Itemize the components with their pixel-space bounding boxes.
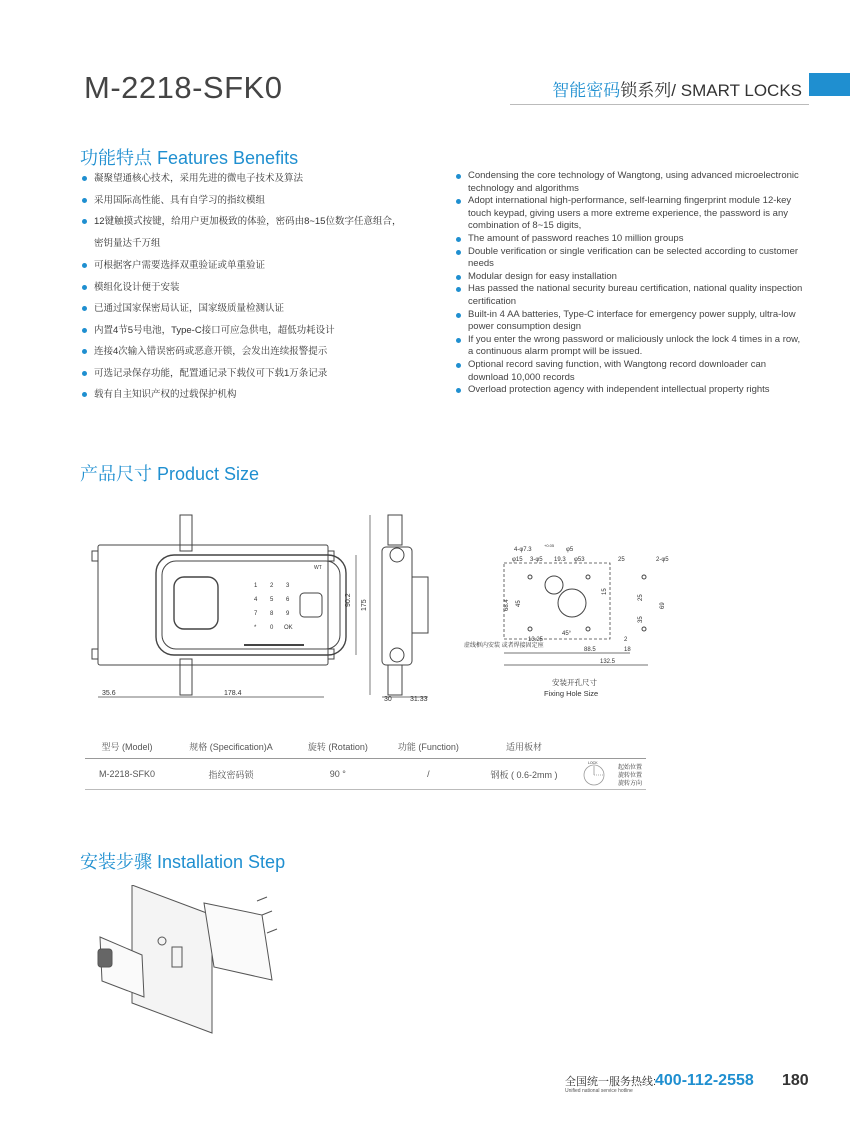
- keypad-key: 4: [254, 597, 258, 603]
- keypad-key: 2: [270, 583, 274, 589]
- hole-caption-cn: 安装开孔尺寸: [552, 678, 597, 687]
- dim-label: 45: [516, 600, 522, 607]
- keypad-key: 7: [254, 611, 258, 617]
- header-accent-block: [809, 73, 850, 96]
- dimension-labels: [102, 543, 669, 703]
- screw: [262, 911, 272, 915]
- side-bracket: [388, 665, 402, 695]
- list-item: Optional record saving function, with Wangtong record downloader can download 10,000 records: [456, 359, 806, 384]
- table-cell: 90 °: [293, 759, 383, 790]
- hole-small: [586, 627, 590, 631]
- hotline-phone: 400-112-2558: [655, 1072, 754, 1089]
- rotation-legend: [580, 760, 650, 790]
- table-cell: M-2218-SFK0: [85, 759, 169, 790]
- list-item: 12键触摸式按键，给用户更加极致的体验，密码由8~15位数字任意组合，密钥量达千万组: [82, 211, 410, 255]
- product-size-title: 产品尺寸 Product Size: [80, 464, 260, 484]
- list-item: 载有自主知识产权的过载保护机构: [82, 384, 422, 406]
- dim-label: 25: [618, 557, 625, 563]
- dim-label: 2-φ5: [656, 557, 669, 563]
- top-bracket: [180, 515, 192, 551]
- list-item: 已通过国家保密局认证，国家级质量检测认证: [82, 298, 422, 320]
- dim-label: 90.2: [345, 593, 352, 607]
- dim-label: 30: [384, 696, 392, 703]
- table-header: 型号 (Model): [85, 734, 169, 759]
- table-header-row: [85, 734, 646, 759]
- dim-label: 35.6: [102, 690, 116, 697]
- keypad-key: 1: [254, 583, 258, 589]
- dim-label: 31.33: [410, 696, 428, 703]
- dim-label: +0.05: [544, 543, 555, 548]
- mounting-plate: [204, 903, 272, 980]
- legend-item: 旋转位置: [618, 773, 643, 779]
- series-en: SMART LOCKS: [676, 81, 802, 100]
- dim-label: φ15: [512, 557, 523, 563]
- list-item: Condensing the core technology of Wangtong, using advanced microelectronic technology and algorithms: [456, 170, 806, 195]
- series-cn: 锁系列/: [620, 81, 677, 100]
- dimension-drawing: [84, 505, 704, 705]
- table-header: 旋转 (Rotation): [293, 734, 383, 759]
- dim-label: 15: [602, 588, 608, 595]
- mounting-plate: [98, 545, 328, 665]
- dim-label: 88.5: [584, 647, 596, 653]
- handle: [174, 577, 218, 629]
- list-item: Double verification or single verification can be selected according to customer needs: [456, 246, 806, 271]
- legend-item: 起始位置: [618, 765, 643, 771]
- dim-label: 13.25: [528, 637, 544, 643]
- side-bracket: [388, 515, 402, 545]
- side-body: [382, 547, 412, 665]
- keypad-key: 0: [270, 625, 274, 631]
- keypad-key: 9: [286, 611, 290, 617]
- fingerprint-sensor: [300, 593, 322, 617]
- dim-label: 18: [624, 647, 631, 653]
- keypad-key: *: [254, 625, 257, 631]
- list-item: 内置4节5号电池，Type-C接口可应急供电，超低功耗设计: [82, 320, 422, 342]
- keypad: [254, 565, 322, 631]
- table-header: 适用板材: [474, 734, 574, 759]
- page-number: 180: [782, 1072, 809, 1089]
- dim-label: 178.4: [224, 690, 242, 697]
- dim-label: φ5: [566, 547, 574, 553]
- dim-label: φ53: [574, 557, 585, 563]
- hole-caption-en: Fixing Hole Size: [544, 689, 599, 698]
- handle: [98, 949, 112, 967]
- hole-small: [528, 575, 532, 579]
- plate-tab: [92, 649, 98, 659]
- list-item: Modular design for easy installation: [456, 271, 806, 284]
- page-title: M-2218-SFK0: [84, 70, 283, 105]
- hole-note: 虚线框内安装 或者焊接固定座: [464, 643, 544, 649]
- dim-label: 69: [660, 602, 666, 609]
- list-item: 采用国际高性能、具有自学习的指纹模组: [82, 190, 422, 212]
- dim-label: 35: [638, 616, 644, 623]
- screw: [267, 929, 277, 933]
- list-item: 连接4次输入错误密码或恶意开锁，会发出连续报警提示: [82, 341, 422, 363]
- dim-label: 45°: [562, 631, 572, 637]
- list-item: Adopt international high-performance, self-learning fingerprint module 12-key touch keypad, giving users a more extreme experience, the password is any combination of 8~15 digits,: [456, 195, 806, 233]
- hole-small: [528, 627, 532, 631]
- series-cn-accent: 智能密码: [552, 81, 621, 100]
- hole-small: [642, 575, 646, 579]
- installation-diagram: [92, 885, 292, 1035]
- list-item: 模组化设计便于安装: [82, 277, 422, 299]
- dim-label: 2: [624, 637, 628, 643]
- hole-small: [642, 627, 646, 631]
- dim-label: 4-φ7.3: [514, 547, 532, 553]
- bottom-bracket: [180, 659, 192, 695]
- list-item: 可根据客户需要选择双重验证或单重验证: [82, 255, 422, 277]
- series-title: [552, 76, 802, 101]
- list-item: If you enter the wrong password or maliciously unlock the lock 4 times in a row, a continuous alarm prompt will be issued.: [456, 334, 806, 359]
- brand-mark: WT: [314, 565, 322, 571]
- dim-label: 68.4: [504, 599, 510, 611]
- dim-label: 3-φ5: [530, 557, 543, 563]
- header-divider: [510, 104, 809, 105]
- keypad-key: 6: [286, 597, 290, 603]
- table-row: [85, 759, 646, 790]
- side-boss: [390, 548, 404, 562]
- hotline-label: 全国统一服务热线:: [565, 1076, 657, 1088]
- keypad-key: OK: [284, 625, 293, 631]
- dim-label: 25: [638, 594, 644, 601]
- hotline-sublabel: Unified national service hotline: [565, 1088, 633, 1094]
- dim-label: 175: [361, 599, 368, 611]
- keypad-key: 8: [270, 611, 274, 617]
- table-cell: 钢板 ( 0.6-2mm ): [474, 759, 574, 790]
- keypad-key: 3: [286, 583, 290, 589]
- list-item: Overload protection agency with independent intellectual property rights: [456, 384, 806, 397]
- list-item: 凝聚望通核心技术，采用先进的微电子技术及算法: [82, 168, 422, 190]
- side-boss: [390, 648, 404, 662]
- table-cell: /: [383, 759, 474, 790]
- legend-item: 旋转方向: [618, 781, 643, 787]
- table-header: 规格 (Specification)A: [169, 734, 293, 759]
- lock-face: [162, 561, 340, 649]
- list-item: The amount of password reaches 10 million groups: [456, 233, 806, 246]
- table-cell: 指纹密码锁: [169, 759, 293, 790]
- dim-label: 132.5: [600, 659, 616, 665]
- features-cn-list: [82, 168, 422, 406]
- hole-main: [558, 589, 586, 617]
- list-item: 可选记录保存功能，配置通记录下载仪可下载1万条记录: [82, 363, 422, 385]
- features-en-list: [456, 170, 806, 397]
- list-item: Built-in 4 AA batteries, Type-C interface for emergency power supply, ultra-low power consumption design: [456, 309, 806, 334]
- hole-small: [586, 575, 590, 579]
- plate-tab: [92, 551, 98, 561]
- keypad-key: 5: [270, 597, 274, 603]
- hole: [545, 576, 563, 594]
- spec-table: [85, 734, 646, 790]
- legend-lock: LOCK: [588, 761, 598, 765]
- side-handle: [412, 577, 428, 633]
- list-item: Has passed the national security bureau certification, national quality inspection certification: [456, 283, 806, 308]
- features-title: 功能特点 Features Benefits: [80, 148, 299, 168]
- screw: [257, 897, 267, 901]
- table-header: 功能 (Function): [383, 734, 474, 759]
- table-header-legend: [574, 734, 646, 759]
- dim-label: 19.3: [554, 557, 566, 563]
- installation-title: 安装步骤 Installation Step: [80, 852, 286, 872]
